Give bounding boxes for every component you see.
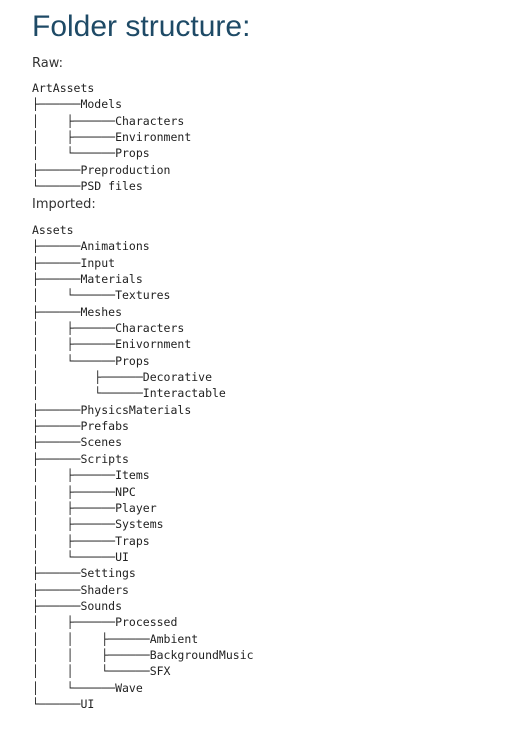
tree-line: ├──────Input <box>32 255 116 270</box>
tree-line: │ ├──────Decorative <box>32 370 213 385</box>
tree-line: ├──────Scripts <box>32 451 129 466</box>
imported-folder-tree <box>32 222 254 712</box>
tree-line: │ │ ├──────Ambient <box>32 631 199 646</box>
tree-line: ArtAssets <box>32 81 95 95</box>
tree-line: │ ├──────Items <box>32 468 150 483</box>
raw-folder-tree <box>32 80 191 194</box>
tree-line: │ ├──────Systems <box>32 517 164 532</box>
tree-line: │ │ └──────SFX <box>32 664 171 679</box>
tree-line: │ ├──────Characters <box>32 113 185 128</box>
tree-line: ├──────Models <box>32 97 123 112</box>
tree-line: │ ├──────NPC <box>32 484 136 499</box>
tree-line: │ └──────Wave <box>32 680 143 695</box>
tree-line: │ └──────Props <box>32 353 150 368</box>
tree-line: ├──────Prefabs <box>32 419 129 434</box>
tree-line: ├──────Animations <box>32 239 150 254</box>
tree-line: │ ├──────Enivornment <box>32 337 192 352</box>
tree-line: ├──────Meshes <box>32 304 123 319</box>
tree-line: │ ├──────Player <box>32 500 157 515</box>
page-title: Folder structure: <box>32 10 251 43</box>
tree-line: │ └──────Textures <box>32 288 171 303</box>
tree-line: ├──────PhysicsMaterials <box>32 402 192 417</box>
tree-line: │ └──────UI <box>32 549 129 564</box>
tree-line: ├──────Sounds <box>32 598 123 613</box>
tree-line: │ ├──────Processed <box>32 615 178 630</box>
tree-line: ├──────Shaders <box>32 582 129 597</box>
tree-line: │ ├──────Characters <box>32 321 185 336</box>
tree-line: └──────PSD files <box>32 179 143 194</box>
imported-section-heading: Imported: <box>32 197 96 212</box>
tree-line: └──────UI <box>32 696 95 711</box>
tree-line: │ ├──────Environment <box>32 130 192 145</box>
tree-line: │ │ ├──────BackgroundMusic <box>32 647 254 662</box>
tree-line: │ └──────Interactable <box>32 386 226 401</box>
tree-line: │ ├──────Traps <box>32 533 150 548</box>
tree-line: ├──────Materials <box>32 272 143 287</box>
tree-line: Assets <box>32 223 74 237</box>
raw-section-heading: Raw: <box>32 56 64 71</box>
tree-line: │ └──────Props <box>32 146 150 161</box>
tree-line: ├──────Settings <box>32 566 136 581</box>
tree-line: ├──────Scenes <box>32 435 123 450</box>
tree-line: ├──────Preproduction <box>32 162 171 177</box>
